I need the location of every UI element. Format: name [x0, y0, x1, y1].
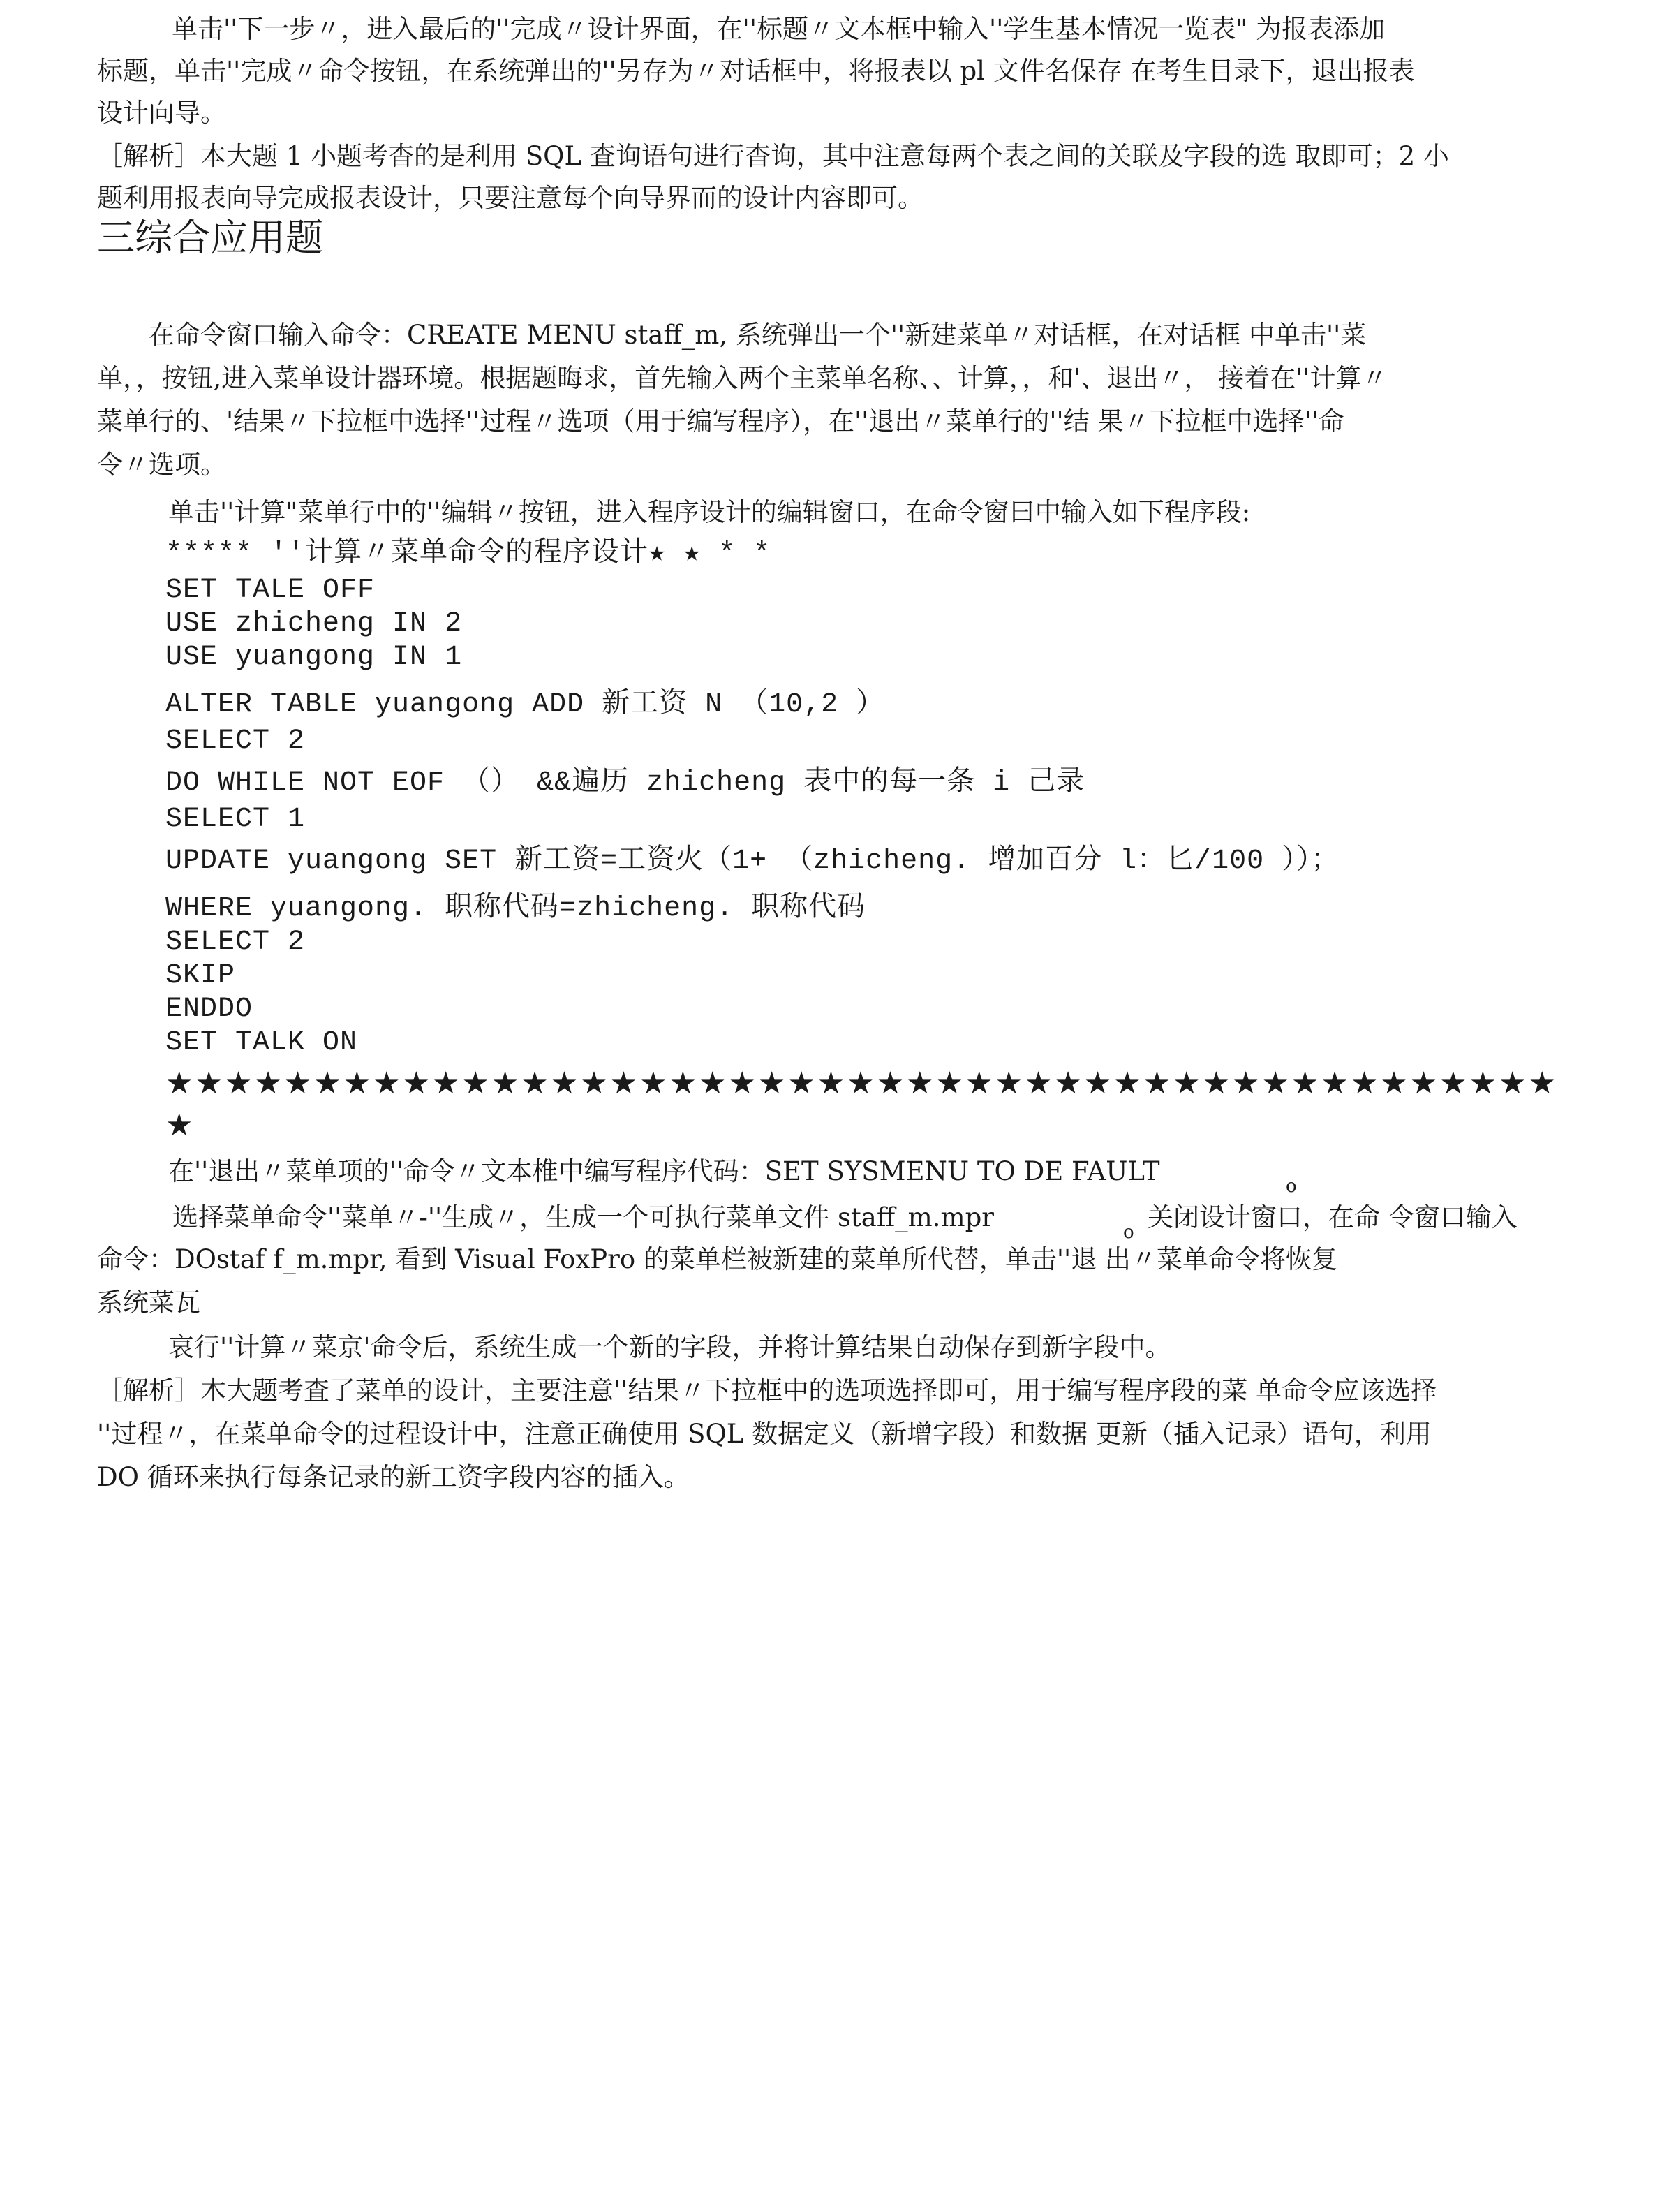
code-line: SELECT 2	[165, 725, 306, 757]
analysis-2-line-2: ''过程〃，在菜单命令的过程设计中，注意正确使用 SQL 数据定义（新增字段）和数据 更新（插入记录）语句，利用	[97, 1419, 1432, 1449]
analysis-2-line-3: DO 循环来执行每条记录的新工资字段内容的插入。	[97, 1462, 690, 1492]
code-line: SELECT 2	[165, 927, 306, 958]
paragraph-2-line-4: 令〃选项。	[97, 450, 226, 480]
paragraph-3: 单击''计算"菜单行中的''编辑〃按钮，进入程序设计的编辑窗口，在命令窗曰中输入如下程序段:	[168, 497, 1251, 527]
code-line: ALTER TABLE yuangong ADD 新工资 N （10,2 ）	[165, 689, 885, 721]
code-line: USE yuangong IN 1	[165, 642, 463, 673]
paragraph-4: 在''退出〃菜单项的''命令〃文本椎中编写程序代码：SET SYSMENU TO DE FAULT	[168, 1156, 1160, 1186]
code-line: ENDDO	[165, 994, 253, 1025]
analysis-1-line-2: 题利用报表向导完成报表设计，只要注意每个向导界而的设计内容即可。	[97, 183, 923, 213]
paragraph-5-line-1b: 关闭设计窗口，在命 令窗口输入	[1148, 1202, 1518, 1232]
code-line: ***** ''计算〃菜单命令的程序设计★ ★ * *	[165, 538, 771, 570]
code-line: SKIP	[165, 960, 236, 991]
degree-mark: o	[1123, 1222, 1134, 1243]
paragraph-5-line-3: 系统菜瓦	[97, 1288, 200, 1318]
paragraph-1-line-2: 标题，单击''完成〃命令按钮，在系统弹出的''另存为〃对话框中，将报表以 pl 文件名保存 在考生目录下，退出报表	[97, 56, 1415, 86]
code-line: USE zhicheng IN 2	[165, 608, 463, 640]
paragraph-2-line-2: 单，，按钮,进入菜单设计器环境。根据题晦求，首先输入两个主菜单名称、、计算，，和'、退出〃， 接着在''计算〃	[97, 363, 1388, 393]
paragraph-1-line-3: 设计向导。	[97, 98, 226, 128]
code-line: SET TALE OFF	[165, 575, 376, 606]
section-heading: 三综合应用题	[97, 216, 323, 260]
paragraph-5-line-2: 命令：DOstaf f_m.mpr, 看到 Visual FoxPro 的菜单栏被新建的菜单所代替，单击''退 出〃菜单命令将恢复	[97, 1244, 1337, 1274]
analysis-2-line-1: ［解析］木大题考査了菜单的设计，主要注意''结果〃下拉框中的选项选择即可，用于编写程序段的菜 单命令应该选择	[97, 1376, 1437, 1406]
degree-mark: o	[1286, 1176, 1297, 1197]
paragraph-1-line-1: 单击''下一步〃，进入最后的''完成〃设计界面，在''标题〃文本框中输入''学生基本情况一览表" 为报表添加	[172, 14, 1386, 44]
paragraph-5-line-1a: 选择菜单命令''菜单〃-''生成〃，生成一个可执行菜单文件 staff_m.mpr	[172, 1202, 994, 1232]
code-line: WHERE yuangong. 职称代码=zhicheng. 职称代码	[165, 893, 866, 924]
code-line: UPDATE yuangong SET 新工资=工资火（1+ （zhicheng. 增加百分 l：匕/100 ））；	[165, 846, 1340, 877]
paragraph-2-line-3: 菜单行的、'结果〃下拉框中选择''过程〃选项（用于编写程序），在''退出〃菜单行的''结 果〃下拉框中选择''命	[97, 406, 1344, 436]
code-line: SELECT 1	[165, 804, 306, 835]
code-line: DO WHILE NOT EOF （） &&遍历 zhicheng 表中的每一条 i 己录	[165, 767, 1085, 799]
paragraph-2-line-1: 在命令窗口输入命令：CREATE MENU staff_m, 系统弹出一个''新建菜单〃对话框，在对话框 中单击''菜	[149, 320, 1367, 350]
analysis-1-line-1: ［解析］本大题 1 小题考杳的是利用 SQL 査询语句进行杳询，其中注意每两个表之间的关联及字段的选 取即可；2 小	[97, 141, 1449, 171]
star-separator: ★★★★★★★★★★★★★★★★★★★★★★★★★★★★★★★★★★★★★★★★★★★★★★★★	[165, 1066, 1558, 1143]
paragraph-6: 哀行''计算〃菜京'命令后，系统生成一个新的字段，并将计算结果自动保存到新字段中。	[168, 1332, 1171, 1362]
code-line: SET TALK ON	[165, 1027, 358, 1059]
